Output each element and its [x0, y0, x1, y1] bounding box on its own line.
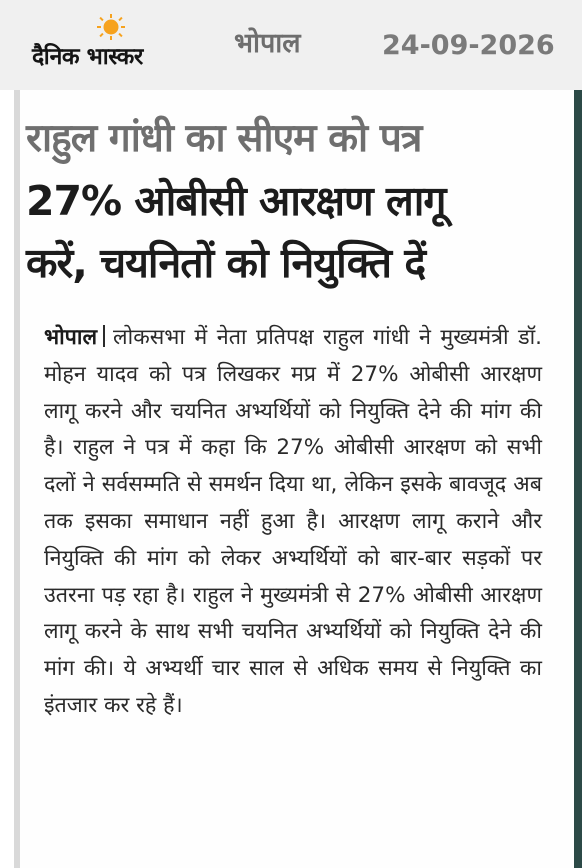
headline-line-2: करें, चयनितों को नियुक्ति दें	[26, 239, 426, 287]
headline-kicker: राहुल गांधी का सीएम को पत्र	[26, 116, 422, 161]
edition-city: भोपाल	[234, 28, 301, 59]
brand-logo	[30, 12, 195, 74]
headline-line-1: 27% ओबीसी आरक्षण लागू	[26, 177, 446, 225]
article-body	[44, 320, 542, 725]
article-body-text: लोकसभा में नेता प्रतिपक्ष राहुल गांधी ने मुख्यमंत्री डॉ. मोहन यादव को पत्र लिखकर मप्र में 27% ओबीसी आरक्षण लागू करने और चयनित अभ्यर्थियों को नियुक्ति देने की मांग की है। राहुल ने पत्र में कहा कि 27% ओबीसी आरक्षण को सभी दलों ने सर्वसम्मति से समर्थन दिया था, लेकिन इसके बावजूद अब तक इसका समाधान नहीं हुआ है। आरक्षण लागू कराने और नियुक्ति की मांग को लेकर अभ्यर्थियों को बार-बार सड़कों पर उतरना पड़ रहा है। राहुल ने मुख्यमंत्री से 27% ओबीसी आरक्षण लागू करने के साथ सभी चयनित अभ्यर्थियों को नियुक्ति देने की मांग की। ये अभ्यर्थी चार साल से अधिक समय से नियुक्ति का इंतजार कर रहे हैं।	[44, 325, 542, 718]
clipping-left-edge	[14, 90, 20, 868]
sun-icon	[96, 14, 126, 42]
dateline-separator	[103, 325, 105, 347]
edition-date: 24-09-2026	[382, 30, 555, 61]
article-dateline: भोपाल	[44, 325, 98, 350]
clipping-right-edge	[574, 90, 582, 868]
article-headline	[26, 108, 552, 294]
brand-name: दैनिक भास्कर	[32, 44, 143, 70]
header-bar	[0, 0, 582, 90]
